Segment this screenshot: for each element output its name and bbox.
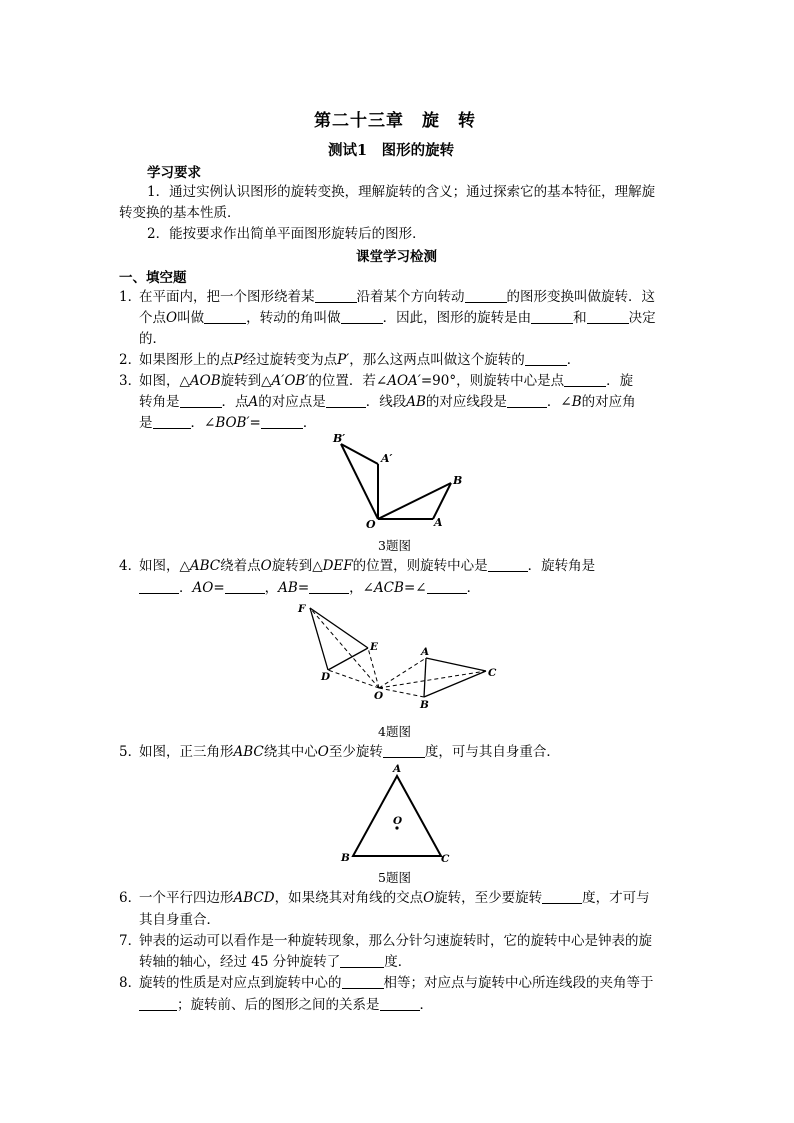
q4-text: ． [179, 580, 193, 596]
answer-blank[interactable] [225, 579, 265, 594]
question-8-line1 [119, 973, 654, 993]
label-o: O [393, 815, 403, 827]
figure-5-diagram [335, 762, 460, 870]
q1-text: 叫做 [177, 310, 205, 326]
answer-blank[interactable] [564, 372, 606, 387]
q5-text: 至少旋转 [328, 744, 383, 760]
question-number: 7． [119, 933, 142, 949]
q4-text: 如图，△ [139, 558, 190, 574]
question-6-line1 [119, 888, 650, 908]
q4-text: ，∠ [349, 580, 374, 596]
question-8-line2 [139, 995, 433, 1015]
fill-blank-heading: 一、填空题 [119, 270, 187, 286]
q4-text: 旋转到△ [271, 558, 323, 574]
question-1-line3: 的． [139, 331, 166, 347]
figure-4-diagram [290, 600, 510, 715]
q3-text: ．线段 [365, 394, 407, 410]
question-1-line2 [139, 308, 656, 328]
answer-blank[interactable] [139, 996, 177, 1011]
q3-text: 转角是 [139, 394, 180, 410]
answer-blank[interactable] [465, 288, 507, 303]
answer-blank[interactable] [507, 393, 547, 408]
triangle-label: DEF [322, 558, 353, 574]
question-4-line1 [119, 556, 595, 576]
q4-text: ．旋转角是 [527, 558, 596, 574]
label-d: D [321, 671, 331, 683]
segment-ba [424, 658, 426, 697]
answer-blank[interactable] [342, 974, 384, 989]
point-label: O [260, 558, 272, 574]
label-e: E [370, 641, 379, 653]
requirements-heading: 学习要求 [147, 165, 201, 181]
q6-text: 度，才可与 [582, 890, 650, 906]
q1-text: ．因此，图形的旋转是由 [382, 310, 532, 326]
question-6-line2: 其自身重合． [139, 912, 220, 928]
question-number: 5． [119, 744, 142, 760]
requirement-1-line1: 1．通过实例认识图形的旋转变换，理解旋转的含义；通过探索它的基本特征，理解旋 [147, 184, 656, 200]
q3-text: ．∠ [190, 415, 216, 431]
question-1-line1 [119, 287, 655, 307]
label-o: O [374, 690, 384, 702]
q2-text: ，那么这两点叫做这个旋转的 [349, 352, 525, 368]
answer-blank[interactable] [525, 351, 567, 366]
q8-text: ；旋转前、后的图形之间的关系是 [177, 997, 380, 1013]
section-subtitle: 测试1 图形的旋转 [328, 142, 455, 159]
q4-text: 绕着点 [220, 558, 261, 574]
question-3-line1 [119, 371, 633, 391]
segment-label: AO [192, 580, 214, 596]
q3-text: 的对应角 [581, 394, 636, 410]
question-4-line2 [139, 578, 480, 598]
q4-text: 的位置，则旋转中心是 [352, 558, 488, 574]
segment-ed [328, 648, 368, 670]
figure-4-caption: 4题图 [378, 724, 411, 739]
q3-text: 的对应点是 [258, 394, 326, 410]
angle-label: AOA′ [387, 373, 421, 389]
q8-text: 相等；对应点与旋转中心所连线段的夹角等于 [383, 975, 654, 991]
q3-text: = [249, 415, 261, 431]
q1-text: 沿着某个方向转动 [356, 289, 465, 305]
q1-text: ，转动的角叫做 [246, 310, 341, 326]
q4-text: =∠ [403, 580, 427, 596]
answer-blank[interactable] [204, 309, 246, 324]
q3-text: 旋转到△ [220, 373, 272, 389]
triangle-label: AOB [189, 373, 221, 389]
q3-text: 的对应线段是 [425, 394, 507, 410]
angle-label: BOB′ [215, 415, 250, 431]
answer-blank[interactable] [542, 889, 582, 904]
answer-blank[interactable] [326, 393, 366, 408]
question-3-line3 [139, 413, 316, 433]
q3-text: 如图，△ [139, 373, 190, 389]
q4-text: = [297, 580, 310, 596]
q7-text: 度． [384, 954, 412, 970]
answer-blank[interactable] [341, 309, 383, 324]
triangle-label: ABC [233, 744, 264, 760]
answer-blank[interactable] [587, 309, 629, 324]
q6-text: 旋转，至少要旋转 [434, 890, 543, 906]
answer-blank[interactable] [488, 557, 528, 572]
segment-fe [310, 608, 368, 648]
answer-blank[interactable] [340, 953, 384, 968]
label-a: A [434, 516, 443, 529]
segment-label: AB [406, 394, 426, 410]
figure-3-caption: 3题图 [378, 538, 411, 553]
triangle-label: A′OB′ [271, 373, 309, 389]
dashed-oa [379, 658, 426, 688]
figure-5-caption: 5题图 [378, 870, 411, 885]
point-label: B [571, 394, 582, 410]
answer-blank[interactable] [309, 579, 349, 594]
question-5 [119, 742, 560, 762]
q2-text: ． [566, 352, 581, 368]
question-number: 4． [119, 558, 142, 574]
dashed-od [328, 670, 379, 688]
answer-blank[interactable] [139, 579, 179, 594]
q3-text: =90°，则旋转中心是点 [420, 373, 565, 389]
question-number: 3． [119, 373, 142, 389]
label-a: A [421, 646, 430, 658]
q1-text: 个点 [139, 310, 166, 326]
triangle-label: ABC [189, 558, 221, 574]
answer-blank[interactable] [427, 579, 467, 594]
q1-text: 的图形变换叫做旋转．这 [506, 289, 655, 305]
q6-text: ，如果绕其对角线的交点 [274, 890, 424, 906]
angle-label: ACB [373, 580, 404, 596]
answer-blank[interactable] [261, 414, 303, 429]
point-label: O [166, 310, 178, 326]
label-b: B [453, 474, 463, 487]
label-b: B [341, 852, 350, 864]
answer-blank[interactable] [153, 414, 191, 429]
q4-text: ， [264, 580, 279, 596]
label-a-prime: A′ [381, 452, 393, 465]
segment-df [310, 608, 328, 670]
q8-text: 旋转的性质是对应点到旋转中心的 [139, 975, 342, 991]
q2-text: 经过旋转变为点 [242, 352, 338, 368]
question-2 [119, 350, 580, 370]
parallelogram-label: ABCD [233, 890, 275, 906]
q3-text: 的位置．若∠ [308, 373, 388, 389]
segment-ob [378, 483, 451, 519]
dashed-oc [379, 671, 486, 688]
question-3-line2 [139, 392, 636, 412]
q3-text: ．旋 [606, 373, 634, 389]
point-label: A [248, 394, 259, 410]
q1-text: 和 [573, 310, 587, 326]
figure-3-diagram [320, 428, 480, 538]
answer-blank[interactable] [383, 743, 425, 758]
label-f: F [298, 603, 306, 615]
question-number: 6． [119, 890, 142, 906]
segment-ac [426, 658, 486, 671]
q5-text: 绕其中心 [263, 744, 318, 760]
requirement-1-line2: 转变换的基本性质． [119, 205, 241, 221]
q5-text: 度，可与其自身重合． [424, 744, 560, 760]
segment-cb [424, 671, 486, 697]
q2-text: 如果图形上的点 [139, 352, 234, 368]
label-b-prime: B′ [333, 432, 346, 445]
point-label: P [233, 352, 243, 368]
q6-text: 一个平行四边形 [139, 890, 234, 906]
label-b: B [420, 699, 429, 711]
question-number: 8． [119, 975, 142, 991]
question-7-line2 [139, 952, 411, 972]
label-a: A [393, 763, 402, 775]
point-label: P′ [337, 352, 350, 368]
segment-ob1 [341, 444, 378, 519]
question-number: 2． [119, 352, 142, 368]
q1-text: 在平面内，把一个图形绕着某 [139, 289, 315, 305]
q3-text: ． [302, 415, 317, 431]
q5-text: 如图，正三角形 [139, 744, 234, 760]
answer-blank[interactable] [180, 393, 222, 408]
answer-blank[interactable] [315, 288, 357, 303]
question-number: 1． [119, 289, 142, 305]
point-label: O [317, 744, 329, 760]
q3-text: ．∠ [546, 394, 572, 410]
q4-text: ． [466, 580, 481, 596]
answer-blank[interactable] [531, 309, 573, 324]
point-label: O [423, 890, 435, 906]
q8-text: ． [419, 997, 433, 1013]
label-o: O [366, 518, 376, 531]
chapter-title: 第二十三章 旋 转 [314, 111, 476, 131]
q7-text: 转轴的轴心，经过 45 分钟旋转了 [139, 954, 341, 970]
q4-text: = [213, 580, 225, 596]
dashed-ob [379, 688, 424, 697]
q1-text: 决定 [628, 310, 656, 326]
question-7-line1 [119, 931, 652, 951]
classroom-check-heading: 课堂学习检测 [356, 249, 437, 265]
q3-text: 是 [139, 415, 153, 431]
q7-text: 钟表的运动可以看作是一种旋转现象，那么分针匀速旋转时，它的旋转中心是钟表的旋 [139, 933, 652, 949]
requirement-2: 2．能按要求作出简单平面图形旋转后的图形． [147, 226, 426, 242]
segment-label: AB [278, 580, 298, 596]
answer-blank[interactable] [380, 996, 420, 1011]
q3-text: ．点 [221, 394, 249, 410]
label-c: C [441, 853, 450, 865]
label-c: C [488, 667, 497, 679]
